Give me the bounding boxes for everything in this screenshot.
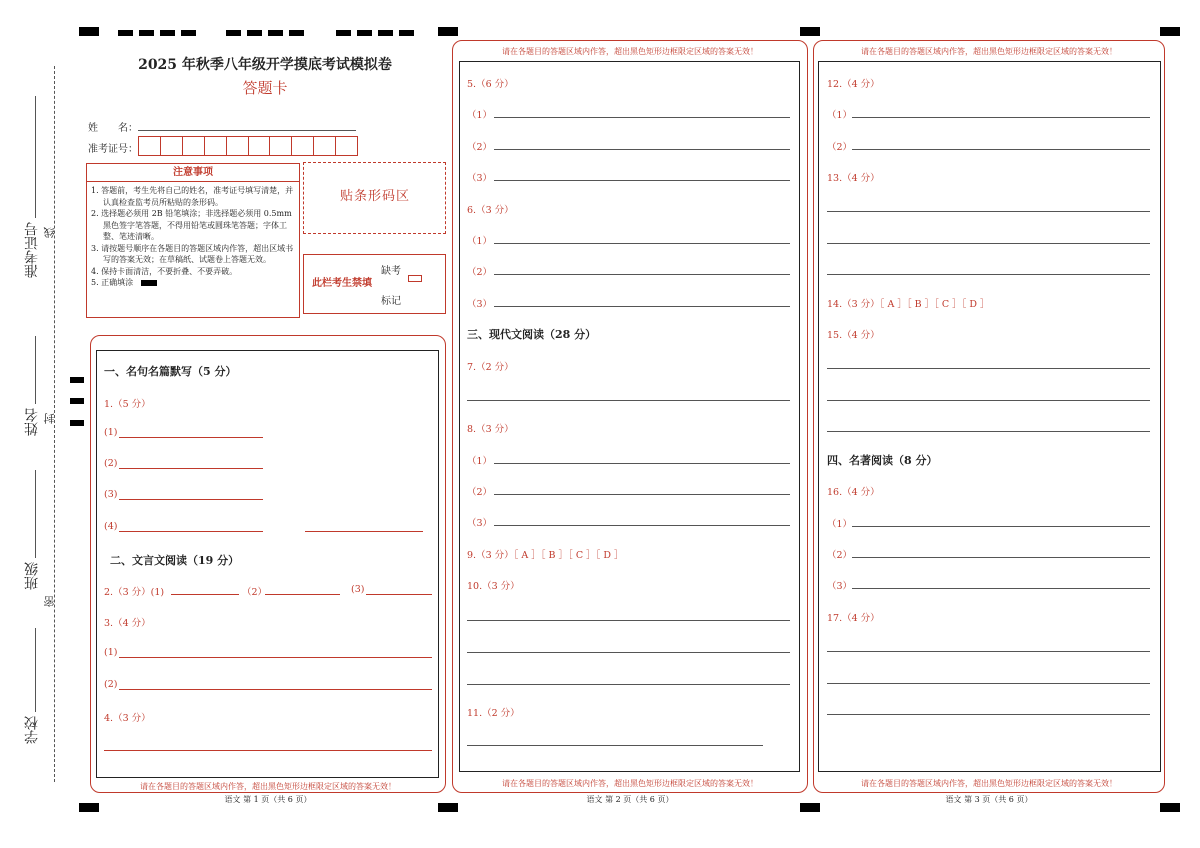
- answer-line[interactable]: [494, 525, 790, 526]
- answer-line[interactable]: [827, 243, 1150, 244]
- registration-mark: [181, 30, 196, 36]
- notice-item: 3. 请按题号顺序在各题目的答题区域内作答，超出区域书写的答案无效；在草稿纸、试题卷上答题无效。: [91, 243, 294, 264]
- answer-line[interactable]: [827, 274, 1150, 275]
- registration-mark: [70, 420, 84, 426]
- part-label: （1）: [467, 110, 493, 121]
- side-id-label: 准考证号: [24, 222, 40, 278]
- answer-line[interactable]: [366, 594, 432, 595]
- answer-line[interactable]: [852, 526, 1150, 527]
- answer-line[interactable]: [827, 400, 1150, 401]
- page-footer-3: 语文 第 3 页（共 6 页）: [945, 795, 1033, 804]
- question-label: 15.（4 分）: [827, 330, 880, 341]
- registration-mark: [336, 30, 351, 36]
- side-line-word: 线: [43, 227, 56, 238]
- part-label: （2）: [467, 487, 493, 498]
- answer-line[interactable]: [265, 594, 340, 595]
- answer-line[interactable]: [852, 117, 1150, 118]
- answer-line[interactable]: [827, 368, 1150, 369]
- fill-sample: [141, 280, 157, 286]
- answer-line[interactable]: [467, 620, 790, 621]
- registration-mark: [160, 30, 175, 36]
- answer-line[interactable]: [171, 594, 239, 595]
- choice-question[interactable]: 9.（3 分）［ A ］［ B ］［ C ］［ D ］: [467, 550, 624, 561]
- part-label: （2）: [242, 587, 268, 598]
- registration-mark: [139, 30, 154, 36]
- section-heading: 一、名句名篇默写（5 分）: [104, 365, 237, 378]
- answer-line[interactable]: [827, 683, 1150, 684]
- side-class-underline: [35, 470, 36, 558]
- side-name-underline: [35, 336, 36, 404]
- notice-item: 4. 保持卡面清洁，不要折叠、不要弄破。: [91, 266, 238, 276]
- registration-mark: [70, 398, 84, 404]
- answer-line[interactable]: [494, 274, 790, 275]
- mark-label: 标记: [381, 296, 401, 307]
- notice-box: [86, 163, 300, 318]
- side-school-label: 学校: [24, 716, 40, 744]
- answer-line[interactable]: [467, 745, 763, 746]
- side-secret-word: 密: [43, 596, 56, 607]
- answer-line[interactable]: [104, 750, 432, 751]
- answer-line[interactable]: [827, 211, 1150, 212]
- part-label: （1）: [467, 236, 493, 247]
- answer-line[interactable]: [827, 651, 1150, 652]
- part-label: （2）: [827, 142, 853, 153]
- registration-mark: [399, 30, 414, 36]
- notice-title: 注意事项: [87, 164, 299, 182]
- part-label: （3）: [467, 518, 493, 529]
- part-label: (2): [104, 679, 118, 690]
- registration-mark: [226, 30, 241, 36]
- part-label: （2）: [467, 267, 493, 278]
- answer-line[interactable]: [119, 689, 432, 690]
- exam-title: 2025 年秋季八年级开学摸底考试模拟卷: [138, 57, 392, 73]
- side-seal-word: 封: [43, 413, 56, 424]
- side-school-underline: [35, 628, 36, 712]
- answer-line[interactable]: [119, 437, 263, 438]
- notice-item-fill: [91, 277, 295, 289]
- warning-text: 请在各题目的答题区域内作答，超出黑色矩形边框限定区域的答案无效！: [502, 47, 758, 56]
- notice-item: 2. 选择题必须用 2B 铅笔填涂；非选择题必须用 0.5mm 黑色签字笔答题，不得用铅笔或圆珠笔答题；字体工整、笔迹清晰。: [91, 209, 292, 241]
- answer-line[interactable]: [494, 494, 790, 495]
- name-input[interactable]: [138, 130, 356, 131]
- id-number-boxes[interactable]: [138, 136, 358, 156]
- question-label: 6.（3 分）: [467, 205, 514, 216]
- part-label: （1）: [827, 519, 853, 530]
- part-label: (3): [351, 584, 365, 595]
- registration-mark: [357, 30, 372, 36]
- part-label: (4): [104, 521, 118, 532]
- question-label: 1.（5 分）: [104, 399, 151, 410]
- notice-body: [87, 182, 299, 289]
- registration-mark: [79, 27, 99, 36]
- question-label: 4.（3 分）: [104, 713, 151, 724]
- part-label: （3）: [467, 173, 493, 184]
- answer-line[interactable]: [494, 149, 790, 150]
- id-label: 准考证号：: [88, 144, 138, 155]
- part-label: (1): [104, 427, 118, 438]
- side-class-label: 班级: [24, 562, 40, 590]
- answer-line[interactable]: [467, 652, 790, 653]
- absent-checkbox[interactable]: [408, 275, 422, 282]
- registration-mark: [800, 27, 820, 36]
- absent-label: 缺考: [381, 266, 401, 277]
- part-label: （2）: [827, 550, 853, 561]
- question-label: 7.（2 分）: [467, 362, 514, 373]
- forbidden-label: 此栏考生禁填: [312, 278, 372, 289]
- answer-line[interactable]: [119, 499, 263, 500]
- answer-line[interactable]: [119, 468, 263, 469]
- part-label: （1）: [827, 110, 853, 121]
- registration-mark: [1160, 27, 1180, 36]
- binding-line: [54, 66, 55, 782]
- part-label: （3）: [467, 299, 493, 310]
- answer-line[interactable]: [827, 431, 1150, 432]
- answer-line[interactable]: [494, 463, 790, 464]
- warning-text: 请在各题目的答题区域内作答，超出黑色矩形边框限定区域的答案无效！: [861, 47, 1117, 56]
- warning-text: 请在各题目的答题区域内作答，超出黑色矩形边框限定区域的答案无效！: [140, 782, 396, 791]
- question-label: 12.（4 分）: [827, 79, 880, 90]
- question-label: 3.（4 分）: [104, 618, 151, 629]
- page-footer-1: 语文 第 1 页（共 6 页）: [224, 795, 312, 804]
- question-label: 5.（6 分）: [467, 79, 514, 90]
- answer-line[interactable]: [467, 684, 790, 685]
- section-heading: 四、名著阅读（8 分）: [827, 454, 938, 467]
- registration-mark: [247, 30, 262, 36]
- question-label: 10.（3 分）: [467, 581, 520, 592]
- question-label: 17.（4 分）: [827, 613, 880, 624]
- part-label: （3）: [827, 581, 853, 592]
- answer-line[interactable]: [119, 531, 263, 532]
- side-id-underline: [35, 96, 36, 218]
- answer-line[interactable]: [852, 588, 1150, 589]
- answer-line[interactable]: [494, 180, 790, 181]
- part-label: (1): [104, 647, 118, 658]
- registration-mark: [70, 377, 84, 383]
- section-heading: 三、现代文阅读（28 分）: [467, 328, 597, 341]
- notice-item: 1. 答题前，考生先将自己的姓名，准考证号填写清楚，并认真检查监考员所粘贴的条形码。: [91, 186, 294, 207]
- part-label: (3): [104, 489, 118, 500]
- answer-line[interactable]: [305, 531, 423, 532]
- part-label: (2): [104, 458, 118, 469]
- answer-line[interactable]: [119, 657, 432, 658]
- section-heading: 二、文言文阅读（19 分）: [110, 554, 240, 567]
- registration-mark: [438, 27, 458, 36]
- answer-line[interactable]: [494, 243, 790, 244]
- part-label: （2）: [467, 142, 493, 153]
- answer-line[interactable]: [827, 714, 1150, 715]
- side-name-label: 姓名: [24, 408, 40, 436]
- answer-line[interactable]: [852, 557, 1150, 558]
- question-label: 2.（3 分）(1): [104, 587, 165, 598]
- choice-question[interactable]: 14.（3 分）［ A ］［ B ］［ C ］［ D ］: [827, 299, 990, 310]
- answer-area-3: [818, 61, 1161, 772]
- registration-mark: [268, 30, 283, 36]
- registration-mark: [289, 30, 304, 36]
- question-label: 16.（4 分）: [827, 487, 880, 498]
- barcode-label: 贴条形码区: [340, 189, 411, 204]
- page-footer-2: 语文 第 2 页（共 6 页）: [586, 795, 674, 804]
- registration-mark: [378, 30, 393, 36]
- question-label: 11.（2 分）: [467, 708, 520, 719]
- answer-line[interactable]: [494, 117, 790, 118]
- question-label: 13.（4 分）: [827, 173, 880, 184]
- notice-item: 5. 正确填涂: [91, 278, 134, 287]
- warning-text: 请在各题目的答题区域内作答，超出黑色矩形边框限定区域的答案无效！: [502, 779, 758, 788]
- part-label: （1）: [467, 456, 493, 467]
- warning-text: 请在各题目的答题区域内作答，超出黑色矩形边框限定区域的答案无效！: [861, 779, 1117, 788]
- answer-area-2: [459, 61, 800, 772]
- answer-line[interactable]: [467, 400, 790, 401]
- question-label: 8.（3 分）: [467, 424, 514, 435]
- answer-card-title: 答题卡: [242, 79, 288, 97]
- registration-mark: [118, 30, 133, 36]
- answer-line[interactable]: [852, 149, 1150, 150]
- answer-line[interactable]: [494, 306, 790, 307]
- name-label: 姓 名：: [88, 123, 138, 134]
